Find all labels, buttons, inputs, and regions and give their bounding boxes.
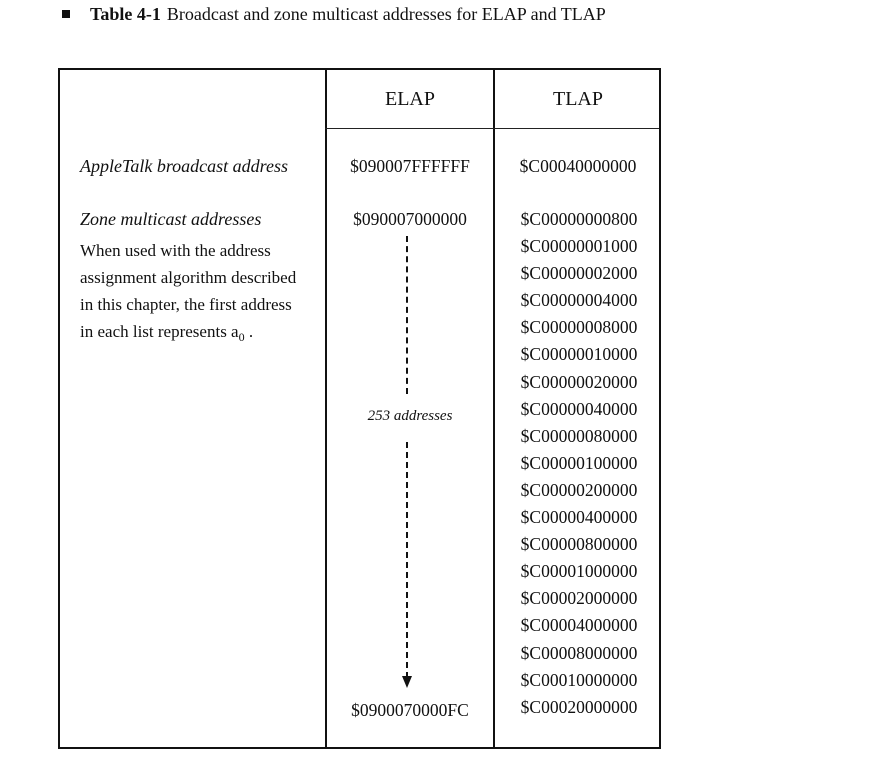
tlap-address: $C00000020000 [520, 371, 638, 392]
tlap-address: $C00002000000 [520, 588, 638, 609]
tlap-address: $C00000100000 [520, 452, 638, 473]
tlap-address: $C00004000000 [520, 615, 638, 636]
tlap-address: $C00000200000 [520, 479, 638, 500]
address-count: 253 addresses [367, 408, 453, 424]
tlap-address: $C00000010000 [520, 344, 638, 365]
caption-title: Broadcast and zone multicast addresses for ELAP and TLAP [166, 4, 606, 24]
header-tlap: TLAP [553, 88, 603, 110]
broadcast-row-label: AppleTalk broadcast address [80, 156, 289, 176]
dashed-line [406, 236, 408, 394]
tlap-address: $C00000002000 [520, 263, 638, 284]
dashed-line [406, 442, 408, 678]
caption-label: Table 4-1 [90, 4, 161, 24]
address-table [58, 68, 661, 749]
tlap-address: $C00000800000 [520, 534, 638, 555]
tlap-address: $C00008000000 [520, 642, 638, 663]
table-caption [62, 4, 606, 25]
multicast-description: When used with the address assignment algorithm described in this chapter, the first address in each list represents $a_0$ . [80, 241, 297, 344]
tlap-address: $C00000400000 [520, 507, 638, 528]
tlap-address: $C00000004000 [520, 290, 638, 311]
tlap-address: $C00000008000 [520, 317, 638, 338]
tlap-address: $C00020000000 [520, 696, 638, 717]
arrow-down-icon [402, 676, 412, 688]
tlap-address: $C00000001000 [520, 236, 638, 257]
broadcast-tlap: $C00040000000 [519, 156, 637, 176]
tlap-address: $C00000080000 [520, 425, 638, 446]
header-elap: ELAP [385, 88, 435, 110]
tlap-address: $C00000040000 [520, 398, 638, 419]
multicast-elap-first: $090007000000 [353, 209, 467, 229]
tlap-address: $C00010000000 [520, 669, 638, 690]
multicast-row-label: Zone multicast addresses [80, 209, 262, 229]
tlap-address: $C00000000800 [520, 209, 638, 229]
tlap-address: $C00001000000 [520, 561, 638, 582]
multicast-tlap-list [496, 206, 662, 721]
header-divider [325, 128, 659, 129]
bullet-icon [62, 10, 70, 18]
broadcast-elap: $090007FFFFFF [350, 156, 470, 176]
multicast-elap-last: $0900070000FC [351, 700, 469, 720]
